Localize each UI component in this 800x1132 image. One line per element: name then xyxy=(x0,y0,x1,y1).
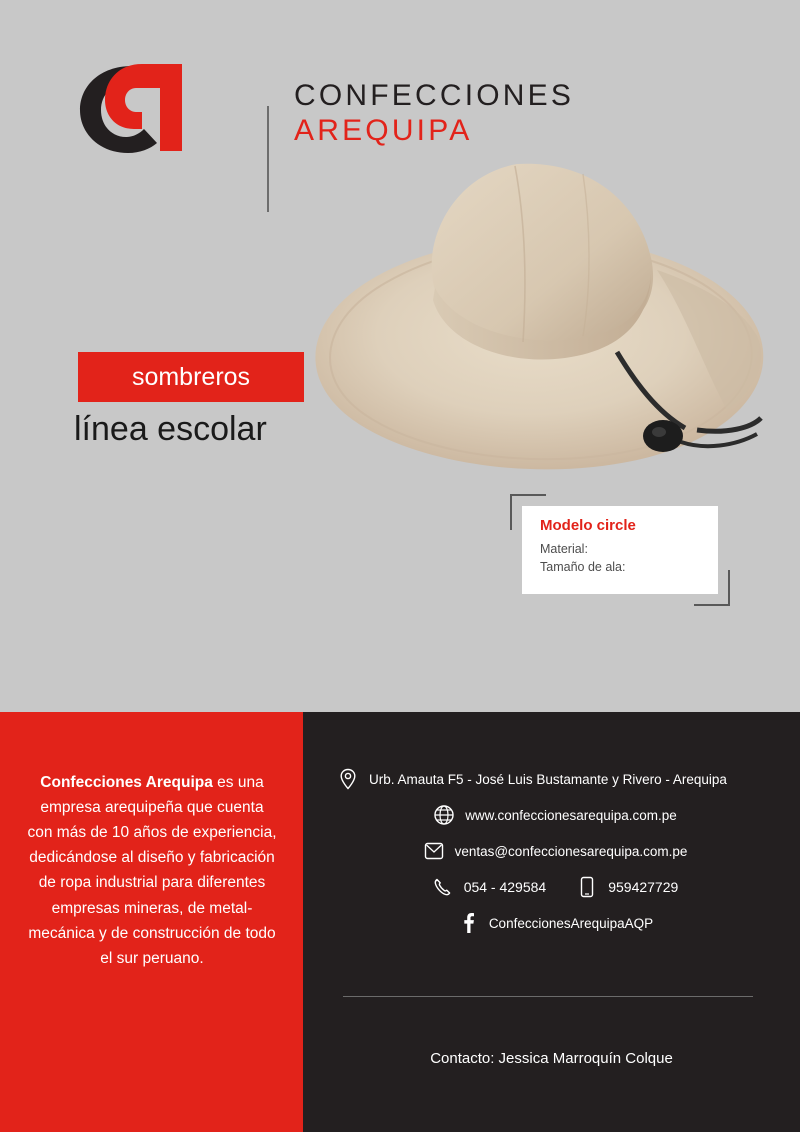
globe-icon xyxy=(429,804,459,826)
contact-facebook-row[interactable] xyxy=(333,912,773,934)
brand-name-line2: AREQUIPA xyxy=(294,114,473,148)
product-tag xyxy=(78,352,304,402)
product-tag-label: sombreros xyxy=(131,362,251,391)
contact-facebook[interactable]: ConfeccionesArequipaAQP xyxy=(488,915,654,931)
contact-address: Urb. Amauta F5 - José Luis Bustamante y Rivero - Arequipa xyxy=(369,771,727,787)
contact-landline: 054 - 429584 xyxy=(463,879,547,895)
contact-website-row[interactable] xyxy=(333,804,773,826)
contact-website[interactable]: www.confeccionesarequipa.com.pe xyxy=(465,807,677,823)
brand-name-line1: CONFECCIONES xyxy=(294,79,575,112)
about-body: es una empresa arequipeña que cuenta con más de 10 años de experiencia, dedicándose al diseño y fabricación de ropa industrial para diferentes empresas mineras, de metal-mecánica y de construcción de todo el sur peruano. xyxy=(27,774,277,967)
product-subtitle: línea escolar xyxy=(74,410,267,448)
phone-icon xyxy=(428,877,458,897)
contact-list xyxy=(333,768,773,948)
contact-email[interactable]: ventas@confeccionesarequipa.com.pe xyxy=(454,843,688,859)
about-text xyxy=(26,770,278,971)
mobile-phone-icon xyxy=(572,876,602,898)
email-icon xyxy=(419,840,449,862)
model-title: Modelo circle xyxy=(540,517,636,534)
contact-person: Contacto: Jessica Marroquín Colque xyxy=(430,1050,673,1067)
product-photo-hat xyxy=(265,120,785,510)
model-material-label: Material: xyxy=(540,542,588,556)
model-spec-card xyxy=(522,506,718,594)
contact-address-row xyxy=(333,768,773,790)
contact-divider xyxy=(343,996,753,997)
facebook-icon xyxy=(453,912,483,934)
location-pin-icon xyxy=(333,768,363,790)
about-lead: Confecciones Arequipa xyxy=(40,774,213,791)
model-brim-label: Tamaño de ala: xyxy=(540,560,626,575)
contact-mobile: 959427729 xyxy=(608,879,679,895)
logo-mark-icon xyxy=(70,58,190,158)
contact-phones-row xyxy=(333,876,773,898)
contact-email-row[interactable] xyxy=(333,840,773,862)
